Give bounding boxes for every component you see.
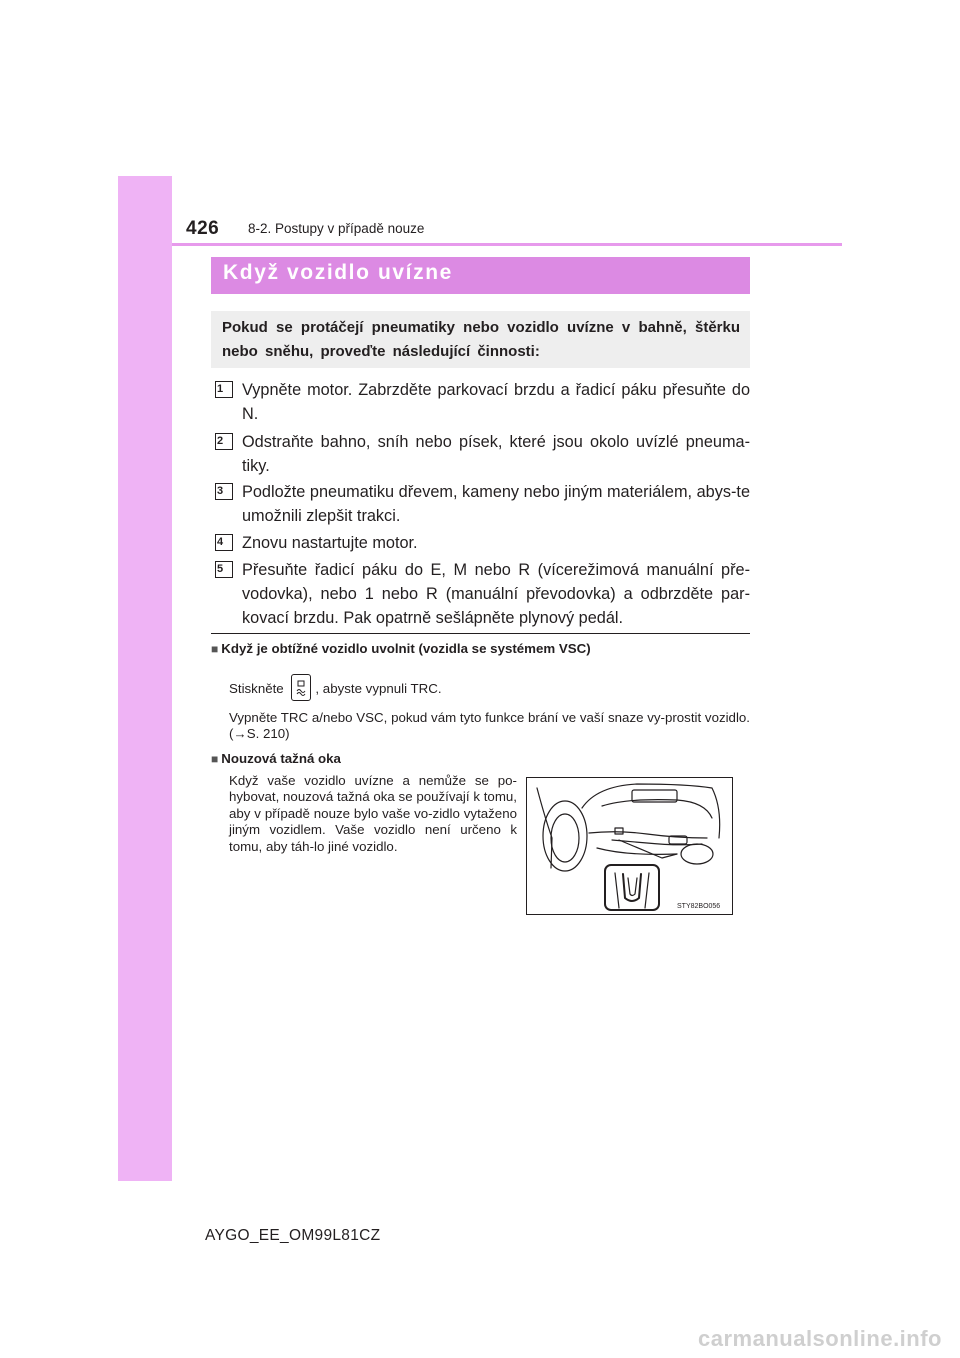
intro-text: Pokud se protáčejí pneumatiky nebo vozidlo uvízne v bahně, štěrku nebo sněhu, proveďte následující činnosti: [222,319,740,360]
step-number: 2 [215,433,233,450]
vsc-instruction [229,676,442,703]
note-heading-vsc [211,641,591,656]
page-title: Když vozidlo uvízne [223,261,453,284]
chapter-sidebar-tab [118,176,172,1181]
step-item [215,430,750,478]
title-banner [211,257,750,294]
step-list [215,378,750,630]
step-number: 4 [215,534,233,551]
step-number: 1 [215,381,233,398]
section-heading: 8-2. Postupy v případě nouze [248,221,425,236]
header-divider [172,243,842,246]
step-text: Vypněte motor. Zabrzděte parkovací brzdu a řadicí páku přesuňte do N. [242,381,750,423]
step-text: Odstraňte bahno, sníh nebo písek, které jsou okolo uvízlé pneuma-tiky. [242,433,750,475]
note-heading-text: Když je obtížné vozidlo uvolnit (vozidla se systémem VSC) [221,641,591,656]
towing-hook-illustration [526,777,733,915]
towing-hooks-text: Když vaše vozidlo uvízne a nemůže se po-hybovat, nouzová tažná oka se používají k tomu, aby v případě nouze bylo vaše vo-zidlo vytaženo jiným vozidlem. Vaše vozidlo není určeno k tomu, aby táh-lo jiné vozidlo. [229,773,517,854]
vsc-off-button-icon [291,674,311,701]
intro-box [211,311,750,368]
document-code: AYGO_EE_OM99L81CZ [205,1227,381,1244]
step-number: 5 [215,561,233,578]
square-bullet-icon: ■ [211,752,219,766]
watermark: carmanualsonline.info [698,1326,942,1351]
note-heading-hooks [211,751,341,766]
step-text: Podložte pneumatiku dřevem, kameny nebo jiným materiálem, abys-te umožnili zlepšit trakci. [242,483,750,525]
step-number: 3 [215,483,233,500]
step-item [215,480,750,528]
note-heading-text: Nouzová tažná oka [221,751,341,766]
vsc-detail: Vypněte TRC a/nebo VSC, pokud vám tyto funkce brání ve vaší snaze vy-prostit vozidlo. (→S. 210) [229,710,750,741]
figure-code: STY82BO056 [677,903,721,910]
step-text: Znovu nastartujte motor. [242,534,418,552]
step-item [215,378,750,426]
section-divider [211,633,750,634]
page-number: 426 [186,218,220,239]
step-item [215,558,750,630]
press-result-text: , abyste vypnuli TRC. [315,681,442,697]
square-bullet-icon: ■ [211,642,219,656]
press-text: Stiskněte [229,681,284,697]
step-item [215,531,750,555]
step-text: Přesuňte řadicí páku do E, M nebo R (vícerežimová manuální pře-vodovka), nebo 1 nebo R (manuální převodovka) a odbrzděte par-kovací brzdu. Pak opatrně sešlápněte plynový pedál. [242,561,750,627]
